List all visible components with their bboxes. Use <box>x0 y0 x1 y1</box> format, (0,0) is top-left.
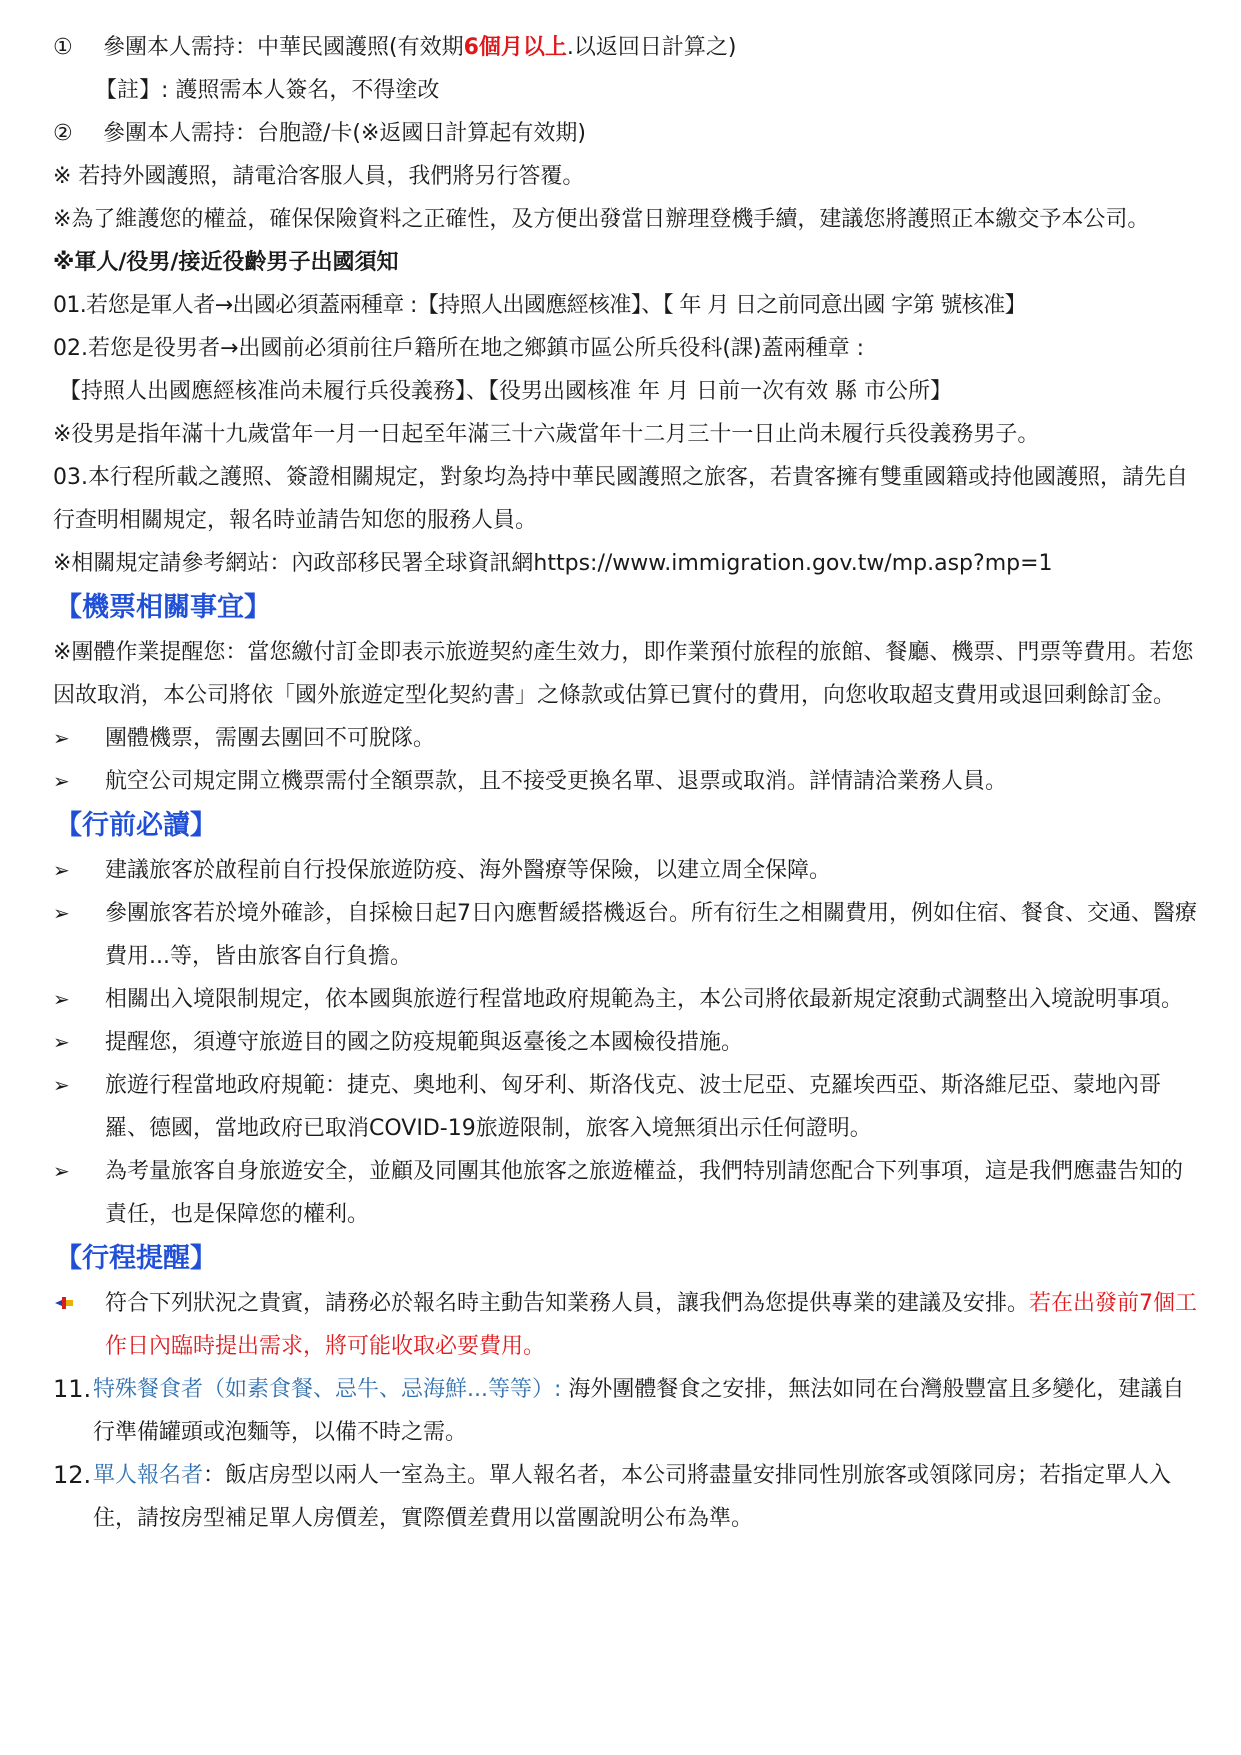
list-item: ➢ 提醒您，須遵守旅遊目的國之防疫規範與返臺後之本國檢役措施。 <box>53 1021 1203 1064</box>
circled-number: ① <box>53 35 73 60</box>
list-item: ➢ 旅遊行程當地政府規範：捷克、奧地利、匈牙利、斯洛伐克、波士尼亞、克羅埃西亞、斯洛維尼亞、蒙地內哥羅、德國，當地政府已取消COVID-19旅遊限制，旅客入境無須出示任何證明。 <box>53 1064 1203 1150</box>
arrow-bullet-icon: ➢ <box>53 726 70 750</box>
text: 參團本人需持：台胞證/卡(※返國日計算起有效期) <box>103 121 587 146</box>
list-item: ➢ 相關出入境限制規定，依本國與旅遊行程當地政府規範為主，本公司將依最新規定滾動式調整出入境說明事項。 <box>53 978 1203 1021</box>
military-item-02: 02.若您是役男者→出國前必須前往戶籍所在地之鄉鎮市區公所兵役科(課)蓋兩種章 : <box>53 336 864 361</box>
conscript-definition: ※役男是指年滿十九歲當年一月一日起至年滿三十六歲當年十二月三十一日止尚未履行兵役義務男子。 <box>53 422 1040 447</box>
reminder-intro <box>53 1282 1203 1368</box>
passport-item-2 <box>53 112 1203 155</box>
arrow-bullet-icon: ➢ <box>53 769 70 793</box>
section-heading-ticket: 【機票相關事宜】 <box>55 592 271 623</box>
arrow-bullet-icon: ➢ <box>53 987 70 1011</box>
document-page <box>53 26 1203 1540</box>
arrow-bullet-icon: ➢ <box>53 901 70 925</box>
pushpin-icon <box>53 1282 105 1325</box>
item-label: 特殊餐食者（如素食餐、忌牛、忌海鮮...等等）: <box>93 1377 562 1402</box>
passport-note: 【註】: 護照需本人簽名，不得塗改 <box>95 78 440 103</box>
list-item: ➢ 參團旅客若於境外確診，自採檢日起7日內應暫緩搭機返台。所有衍生之相關費用，例如住宿、餐食、交通、醫療費用...等，皆由旅客自行負擔。 <box>53 892 1203 978</box>
military-heading: ※軍人/役男/接近役齡男子出國須知 <box>53 250 399 275</box>
passport-item-1 <box>53 26 1203 69</box>
text: 參團本人需持：中華民國護照(有效期 <box>103 35 464 60</box>
arrow-bullet-icon: ➢ <box>53 858 70 882</box>
intro-text: 符合下列狀況之貴賓，請務必於報名時主動告知業務人員，讓我們為您提供專業的建議及安排。 <box>105 1291 1030 1316</box>
circled-number: ② <box>53 121 73 146</box>
reminder-item-12 <box>53 1454 1203 1540</box>
ticket-paragraph: ※團體作業提醒您：當您繳付訂金即表示旅遊契約產生效力，即作業預付旅程的旅館、餐廳、機票、門票等費用。若您因故取消，本公司將依「國外旅遊定型化契約書」之條款或估算已實付的費用，向您收取超支費用或退回剩餘訂金。 <box>53 640 1194 708</box>
military-item-01: 01.若您是軍人者→出國必須蓋兩種章 :【持照人出國應經核准】、【 年 月 日之前同意出國 字第 號核准】 <box>53 293 1026 318</box>
section-heading-before-travel: 【行前必讀】 <box>55 810 217 841</box>
list-item: ➢ 為考量旅客自身旅遊安全，並顧及同團其他旅客之旅遊權益，我們特別請您配合下列事項，這是我們應盡告知的責任，也是保障您的權利。 <box>53 1150 1203 1236</box>
list-item: ➢ 團體機票，需團去團回不可脫隊。 <box>53 717 1203 760</box>
item-number: 11. <box>53 1375 92 1403</box>
item-text: 海外團體餐食之安排，無法如同在台灣般豐富且多變化，建議自行準備罐頭或泡麵等，以備不時之需。 <box>93 1377 1185 1445</box>
arrow-bullet-icon: ➢ <box>53 1073 70 1097</box>
fee-warning: 若在出發前7個工作日內臨時提出需求，將可能收取必要費用。 <box>105 1291 1198 1359</box>
item-text: ：飯店房型以兩人一室為主。單人報名者，本公司將盡量安排同性別旅客或領隊同房；若指定單人入住，請按房型補足單人房價差，實際價差費用以當團說明公布為準。 <box>93 1463 1172 1531</box>
arrow-bullet-icon: ➢ <box>53 1030 70 1054</box>
foreign-passport-note: ※ 若持外國護照，請電洽客服人員，我們將另行答覆。 <box>53 164 585 189</box>
item-number: 12. <box>53 1461 92 1489</box>
reference-website: ※相關規定請參考網站：內政部移民署全球資訊網https://www.immigration.gov.tw/mp.asp?mp=1 <box>53 551 1053 576</box>
item-label: 單人報名者 <box>93 1463 204 1488</box>
validity-highlight: 6個月以上 <box>463 35 567 60</box>
passport-rights-note: ※為了維護您的權益，確保保險資料之正確性，及方便出發當日辦理登機手續，建議您將護照正本繳交予本公司。 <box>53 207 1150 232</box>
section-heading-reminder: 【行程提醒】 <box>55 1243 217 1274</box>
military-item-03: 03.本行程所載之護照、簽證相關規定，對象均為持中華民國護照之旅客，若貴客擁有雙重國籍或持他國護照，請先自行查明相關規定，報名時並請告知您的服務人員。 <box>53 465 1188 533</box>
reminder-item-11 <box>53 1368 1203 1454</box>
arrow-bullet-icon: ➢ <box>53 1159 70 1183</box>
military-item-02-stamps: 【持照人出國應經核准尚未履行兵役義務】、【役男出國核准 年 月 日前一次有效 縣 市公所】 <box>59 379 952 404</box>
list-item: ➢ 建議旅客於啟程前自行投保旅遊防疫、海外醫療等保險，以建立周全保障。 <box>53 849 1203 892</box>
text: .以返回日計算之) <box>566 35 737 60</box>
list-item: ➢ 航空公司規定開立機票需付全額票款，且不接受更換名單、退票或取消。詳情請洽業務人員。 <box>53 760 1203 803</box>
